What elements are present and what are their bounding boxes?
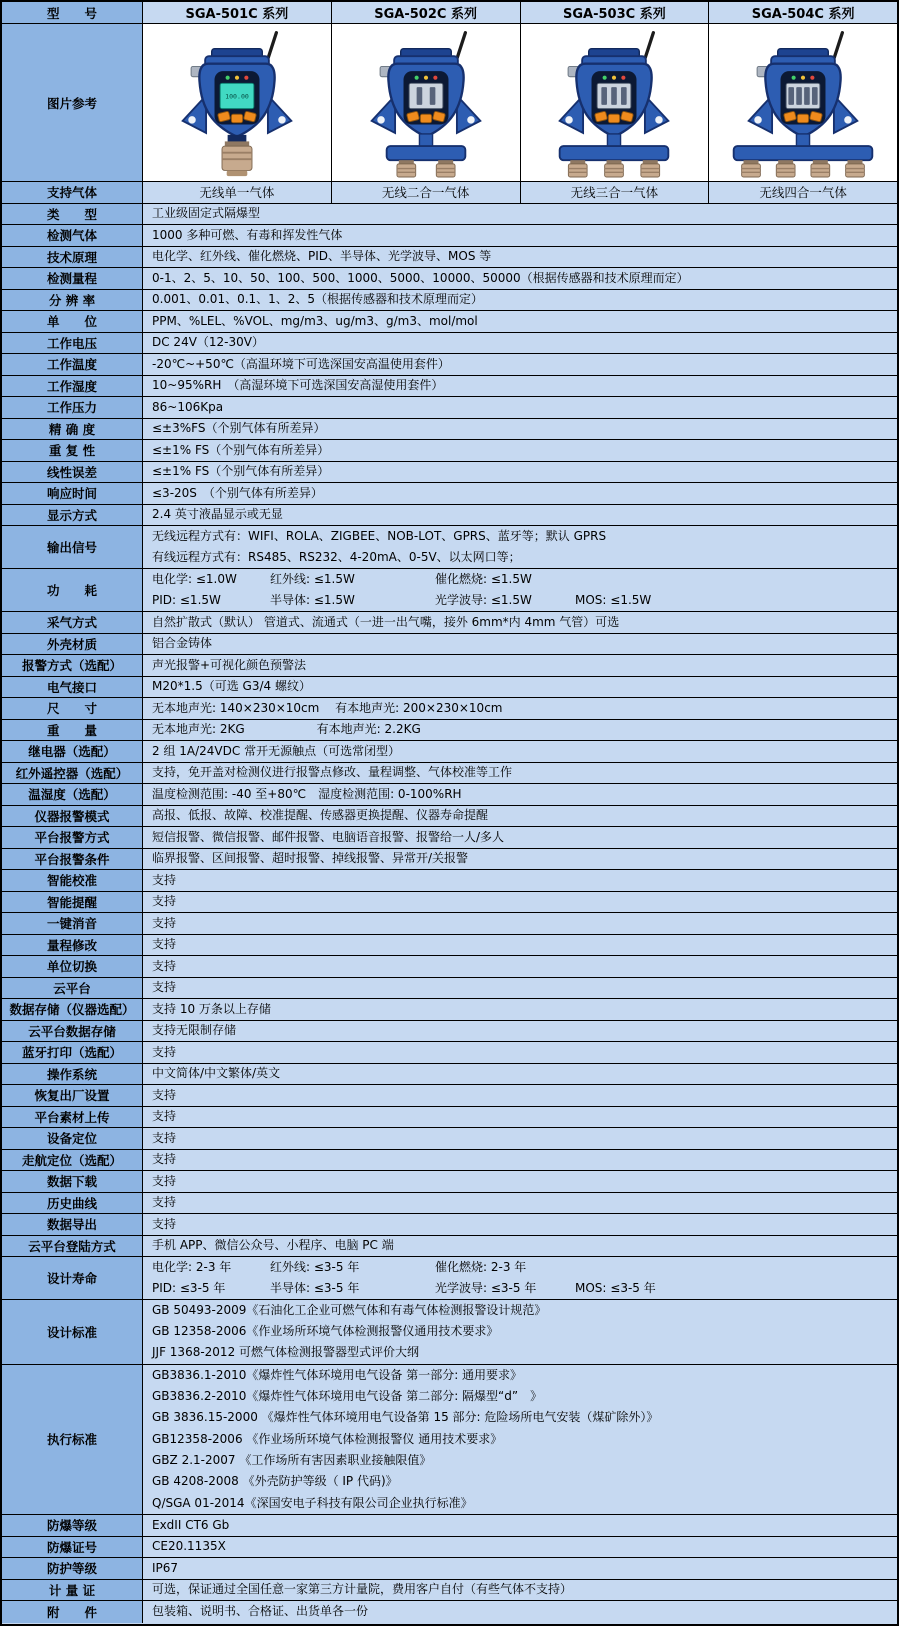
- table-row: [2, 290, 897, 312]
- row-value: [143, 827, 897, 848]
- row-value-segment: 电化学: ≤1.0W: [152, 572, 237, 586]
- table-row: [2, 376, 897, 398]
- table-row: [2, 419, 897, 441]
- table-row: [2, 247, 897, 269]
- row-value-line: 自然扩散式（默认） 管道式、流通式（一进一出气嘴，接外 6mm*内 4mm 气管）可选: [152, 614, 620, 629]
- row-label: 红外遥控器（选配）: [2, 763, 143, 784]
- row-value-line: 支持: [152, 1173, 177, 1188]
- row-value: [143, 1042, 897, 1063]
- row-label: 检测量程: [2, 268, 143, 289]
- row-label: 防护等级: [2, 1558, 143, 1579]
- row-value-segment: PID: ≤3-5 年: [152, 1281, 226, 1295]
- gas-detector-illustration: [148, 28, 326, 178]
- row-value-line: 支持无限制存储: [152, 1023, 237, 1038]
- row-value: [143, 698, 897, 719]
- row-label: 重 复 性: [2, 440, 143, 461]
- row-value: [143, 505, 897, 526]
- row-value: [143, 784, 897, 805]
- table-row: [2, 1214, 897, 1236]
- row-label: 单位切换: [2, 956, 143, 977]
- table-row: [2, 1064, 897, 1086]
- table-row: [2, 956, 897, 978]
- product-image-row: [2, 24, 897, 182]
- row-label: 设计标准: [2, 1300, 143, 1364]
- row-value: [143, 720, 897, 741]
- table-row: [2, 612, 897, 634]
- row-value-line: 手机 APP、微信公众号、小程序、电脑 PC 端: [152, 1238, 394, 1253]
- row-value: [143, 849, 897, 870]
- row-label: 响应时间: [2, 483, 143, 504]
- svg-text:100.00: 100.00: [225, 91, 249, 100]
- table-row: [2, 1601, 897, 1623]
- table-row: [2, 935, 897, 957]
- table-row: [2, 634, 897, 656]
- table-row: [2, 677, 897, 699]
- row-value: [143, 1193, 897, 1214]
- row-value: [143, 290, 897, 311]
- device-image-sga-501c: [143, 24, 332, 181]
- row-value-line: ≤3-20S （个别气体有所差异）: [152, 485, 323, 500]
- table-row: [2, 849, 897, 871]
- row-label: 检测气体: [2, 225, 143, 246]
- table-row: [2, 892, 897, 914]
- row-value-line: 0.001、0.01、0.1、1、2、5（根据传感器和技术原理而定）: [152, 292, 484, 307]
- table-row: [2, 1537, 897, 1559]
- row-value-line: 短信报警、微信报警、邮件报警、电脑语音报警、报警给一人/多人: [152, 829, 505, 844]
- row-label: 线性误差: [2, 462, 143, 483]
- row-value: [143, 1107, 897, 1128]
- row-label: 分 辨 率: [2, 290, 143, 311]
- table-row: [2, 1107, 897, 1129]
- row-label: 电气接口: [2, 677, 143, 698]
- row-value-line: 支持: [152, 1044, 177, 1059]
- row-value-line: 2 组 1A/24VDC 常开无源触点（可选常闭型）: [152, 743, 401, 758]
- row-label: 显示方式: [2, 505, 143, 526]
- row-label: 报警方式（选配）: [2, 655, 143, 676]
- row-value-line: 无线远程方式有：WIFI、ROLA、ZIGBEE、NOB-LOT、GPRS、蓝牙等；默认 GPRS: [152, 529, 607, 543]
- row-value: [143, 741, 897, 762]
- row-value-segment: 电化学: 2-3 年: [152, 1260, 232, 1274]
- row-label: 采气方式: [2, 612, 143, 633]
- row-value-line: GB 50493-2009《石油化工企业可燃气体和有毒气体检测报警设计规范》: [152, 1303, 547, 1318]
- row-label: 技术原理: [2, 247, 143, 268]
- row-value-line: 支持: [152, 1109, 177, 1124]
- gas-type-cell: 无线四合一气体: [759, 185, 847, 201]
- row-value-line: 支持: [152, 1087, 177, 1102]
- device-image-sga-503c: [521, 24, 710, 181]
- row-label: 平台报警条件: [2, 849, 143, 870]
- row-value: [143, 1064, 897, 1085]
- row-value-line: 支持 10 万条以上存储: [152, 1001, 271, 1016]
- row-label: 平台报警方式: [2, 827, 143, 848]
- row-label: 工作电压: [2, 333, 143, 354]
- row-label: 设计寿命: [2, 1257, 143, 1299]
- row-value-line: ≤±1% FS（个别气体有所差异）: [152, 464, 330, 479]
- row-value-segment: 光学波导: ≤1.5W: [435, 593, 532, 607]
- row-label: 继电器（选配）: [2, 741, 143, 762]
- model-name-sga-503c: SGA-503C 系列: [521, 2, 710, 23]
- image-row-label: 图片参考: [2, 24, 143, 181]
- model-name-sga-502c: SGA-502C 系列: [332, 2, 521, 23]
- model-header-row: [2, 2, 897, 24]
- row-label: 设备定位: [2, 1128, 143, 1149]
- row-value: [143, 1537, 897, 1558]
- table-row: [2, 526, 897, 569]
- row-label: 防爆证号: [2, 1537, 143, 1558]
- table-row: [2, 225, 897, 247]
- row-value: [143, 1558, 897, 1579]
- row-value-line: [152, 571, 891, 588]
- row-value-line: 包装箱、说明书、合格证、出货单各一份: [152, 1604, 369, 1619]
- row-label: 操作系统: [2, 1064, 143, 1085]
- row-value: [143, 935, 897, 956]
- table-row: [2, 505, 897, 527]
- table-row: [2, 655, 897, 677]
- row-value: [143, 1580, 897, 1601]
- row-label: 一键消音: [2, 913, 143, 934]
- spec-rows-container: [2, 182, 897, 1623]
- row-value: [143, 311, 897, 332]
- table-row: [2, 311, 897, 333]
- row-value: [143, 956, 897, 977]
- row-value-line: GB 3836.15-2000 《爆炸性气体环境用电气设备第 15 部分: 危险场所电气安装（煤矿除外）》: [152, 1410, 659, 1425]
- model-name-sga-501c: SGA-501C 系列: [143, 2, 332, 23]
- row-value: [143, 1257, 897, 1299]
- table-row: [2, 1150, 897, 1172]
- row-value-segment: 红外线: ≤3-5 年: [270, 1260, 360, 1274]
- row-value-line: [152, 1280, 891, 1297]
- row-value-line: 声光报警+可视化颜色预警法: [152, 657, 307, 672]
- row-value-line: 支持: [152, 937, 177, 952]
- row-value-line: GB3836.1-2010《爆炸性气体环境用电气设备 第一部分: 通用要求》: [152, 1367, 523, 1382]
- table-row: [2, 1193, 897, 1215]
- row-value-line: 支持: [152, 1130, 177, 1145]
- row-label: 蓝牙打印（选配）: [2, 1042, 143, 1063]
- table-row: [2, 1042, 897, 1064]
- row-value-line: 温度检测范围: -40 至+80℃ 湿度检测范围: 0-100%RH: [152, 786, 462, 801]
- row-value-line: [152, 592, 891, 609]
- row-value: [143, 1236, 897, 1257]
- row-value-line: 中文简体/中文繁体/英文: [152, 1066, 281, 1081]
- table-row: [2, 741, 897, 763]
- row-value-line: 无本地声光: 2KG 有本地声光: 2.2KG: [152, 722, 421, 737]
- table-row: [2, 1558, 897, 1580]
- table-row: [2, 354, 897, 376]
- row-value-line: PPM、%LEL、%VOL、mg/m3、ug/m3、g/m3、mol/mol: [152, 313, 478, 328]
- row-value-line: GB12358-2006 《作业场所环境气体检测报警仪 通用技术要求》: [152, 1431, 503, 1446]
- row-label: 工作湿度: [2, 376, 143, 397]
- row-value-segment: 光学波导: ≤3-5 年: [435, 1281, 537, 1295]
- row-value: [143, 247, 897, 268]
- row-value: [143, 1300, 897, 1364]
- gas-detector-illustration: [337, 28, 515, 178]
- row-label: 附 件: [2, 1601, 143, 1623]
- device-image-sga-504c: [709, 24, 897, 181]
- row-value-line: 86~106Kpa: [152, 399, 224, 414]
- row-label: 工作温度: [2, 354, 143, 375]
- table-row: [2, 1257, 897, 1300]
- row-value-line: GB3836.2-2010《爆炸性气体环境用电气设备 第二部分: 隔爆型“d” 》: [152, 1389, 543, 1404]
- row-label: 重 量: [2, 720, 143, 741]
- gas-type-cell: 无线二合一气体: [332, 182, 521, 203]
- row-value: [143, 806, 897, 827]
- row-value-segment: 半导体: ≤1.5W: [270, 593, 355, 607]
- table-row: [2, 440, 897, 462]
- table-row: [2, 1580, 897, 1602]
- row-label: 智能校准: [2, 870, 143, 891]
- row-label: 精 确 度: [2, 419, 143, 440]
- row-value-segment: 红外线: ≤1.5W: [270, 572, 355, 586]
- gas-detector-illustration: [525, 28, 703, 178]
- row-label: 智能提醒: [2, 892, 143, 913]
- row-value-line: DC 24V（12-30V）: [152, 335, 264, 350]
- row-value-line: [152, 1259, 891, 1276]
- row-label: 外壳材质: [2, 634, 143, 655]
- row-value-segment: MOS: ≤3-5 年: [575, 1281, 656, 1295]
- row-value: [143, 913, 897, 934]
- row-value: [143, 419, 897, 440]
- table-row: [2, 204, 897, 226]
- row-value-line: 电化学、红外线、催化燃烧、PID、半导体、光学波导、MOS 等: [152, 249, 492, 264]
- row-label: 工作压力: [2, 397, 143, 418]
- row-value-line: IP67: [152, 1560, 179, 1575]
- row-value-line: 支持: [152, 980, 177, 995]
- row-label: 温湿度（选配）: [2, 784, 143, 805]
- table-row: [2, 182, 897, 204]
- row-value-line: Q/SGA 01-2014《深国安电子科技有限公司企业执行标准》: [152, 1495, 473, 1510]
- row-value: [143, 1515, 897, 1536]
- row-value: [143, 204, 897, 225]
- row-label: 输出信号: [2, 526, 143, 568]
- row-value-line: 高报、低报、故障、校准提醒、传感器更换提醒、仪器寿命提醒: [152, 808, 489, 823]
- row-value-line: 可选，保证通过全国任意一家第三方计量院，费用客户自付（有些气体不支持）: [152, 1582, 573, 1597]
- row-value-line: M20*1.5（可选 G3/4 螺纹）: [152, 679, 311, 694]
- table-row: [2, 913, 897, 935]
- row-value: [143, 999, 897, 1020]
- row-value-line: 支持: [152, 1152, 177, 1167]
- row-label: 支持气体: [2, 182, 143, 203]
- row-value: [143, 462, 897, 483]
- table-row: [2, 569, 897, 612]
- row-value-line: 支持，免开盖对检测仪进行报警点修改、量程调整、气体校准等工作: [152, 765, 513, 780]
- row-value: [143, 225, 897, 246]
- row-value: [143, 268, 897, 289]
- row-label: 执行标准: [2, 1365, 143, 1515]
- row-value: [143, 1150, 897, 1171]
- row-label: 云平台: [2, 978, 143, 999]
- row-value-line: JJF 1368-2012 可燃气体检测报警器型式评价大纲: [152, 1345, 420, 1360]
- row-value-line: GBZ 2.1-2007 《工作场所有害因素职业接触限值》: [152, 1453, 432, 1468]
- table-row: [2, 268, 897, 290]
- table-row: [2, 698, 897, 720]
- row-value-segment: PID: ≤1.5W: [152, 593, 221, 607]
- row-value-line: 无本地声光: 140×230×10cm 有本地声光: 200×230×10cm: [152, 700, 503, 715]
- row-label: 仪器报警模式: [2, 806, 143, 827]
- row-value-line: ≤±3%FS（个别气体有所差异）: [152, 421, 326, 436]
- row-value: [143, 526, 897, 568]
- row-value-line: -20℃~+50℃（高温环境下可选深国安高温使用套件）: [152, 356, 450, 371]
- row-value: [143, 978, 897, 999]
- row-label: 尺 寸: [2, 698, 143, 719]
- row-value: [143, 376, 897, 397]
- row-value: [143, 1365, 897, 1515]
- row-label: 功 耗: [2, 569, 143, 611]
- model-header-label: 型 号: [2, 2, 143, 23]
- row-label: 类 型: [2, 204, 143, 225]
- row-value: [143, 1085, 897, 1106]
- row-label: 云平台登陆方式: [2, 1236, 143, 1257]
- row-value-line: 支持: [152, 958, 177, 973]
- row-label: 单 位: [2, 311, 143, 332]
- row-value: [143, 483, 897, 504]
- gas-type-cell: 无线三合一气体: [521, 182, 710, 203]
- row-value-line: 铝合金铸体: [152, 636, 213, 651]
- table-row: [2, 1515, 897, 1537]
- row-value: [143, 440, 897, 461]
- row-value-segment: MOS: ≤1.5W: [575, 593, 652, 607]
- table-row: [2, 720, 897, 742]
- row-label: 防爆等级: [2, 1515, 143, 1536]
- row-value: [143, 892, 897, 913]
- row-value: [143, 354, 897, 375]
- row-value-line: 支持: [152, 1216, 177, 1231]
- table-row: [2, 462, 897, 484]
- table-row: [2, 806, 897, 828]
- row-value: [143, 1171, 897, 1192]
- row-value-line: 支持: [152, 915, 177, 930]
- table-row: [2, 999, 897, 1021]
- row-label: 计 量 证: [2, 1580, 143, 1601]
- row-label: 历史曲线: [2, 1193, 143, 1214]
- row-value: [143, 569, 897, 611]
- row-value-line: ExdII CT6 Gb: [152, 1517, 230, 1532]
- row-value: [143, 763, 897, 784]
- row-value-line: 0-1、2、5、10、50、100、500、1000、5000、10000、50000（根据传感器和技术原理而定）: [152, 270, 689, 285]
- row-value: [143, 677, 897, 698]
- row-value: [143, 182, 897, 203]
- row-value: [143, 634, 897, 655]
- table-row: [2, 1085, 897, 1107]
- row-value-segment: 半导体: ≤3-5 年: [270, 1281, 360, 1295]
- row-value: [143, 655, 897, 676]
- table-row: [2, 1128, 897, 1150]
- table-row: [2, 333, 897, 355]
- row-label: 云平台数据存储: [2, 1021, 143, 1042]
- row-value: [143, 1601, 897, 1623]
- row-label: 平台素材上传: [2, 1107, 143, 1128]
- table-row: [2, 784, 897, 806]
- row-value-segment: 催化燃烧: ≤1.5W: [435, 572, 532, 586]
- row-label: 恢复出厂设置: [2, 1085, 143, 1106]
- row-label: 数据下载: [2, 1171, 143, 1192]
- row-label: 量程修改: [2, 935, 143, 956]
- row-label: 数据导出: [2, 1214, 143, 1235]
- row-label: 走航定位（选配）: [2, 1150, 143, 1171]
- row-value-line: 10~95%RH （高湿环境下可选深国安高湿使用套件）: [152, 378, 444, 393]
- row-value-line: 临界报警、区间报警、超时报警、掉线报警、异常开/关报警: [152, 851, 469, 866]
- row-value: [143, 1214, 897, 1235]
- table-row: [2, 870, 897, 892]
- row-value-line: 有线远程方式有：RS485、RS232、4-20mA、0-5V、以太网口等；: [152, 550, 521, 564]
- table-row: [2, 1300, 897, 1365]
- row-value-line: ≤±1% FS（个别气体有所差异）: [152, 442, 330, 457]
- row-value-line: GB 12358-2006《作业场所环境气体检测报警仪通用技术要求》: [152, 1324, 499, 1339]
- row-label: 数据存储（仪器选配）: [2, 999, 143, 1020]
- table-row: [2, 1171, 897, 1193]
- gas-detector-illustration: [714, 28, 892, 178]
- row-value: [143, 1128, 897, 1149]
- row-value: [143, 870, 897, 891]
- row-value: [143, 333, 897, 354]
- table-row: [2, 827, 897, 849]
- gas-type-cell: 无线单一气体: [143, 182, 332, 203]
- row-value-line: 支持: [152, 894, 177, 909]
- row-value-line: 支持: [152, 1195, 177, 1210]
- row-value-line: 工业级固定式隔爆型: [152, 206, 261, 221]
- row-value-line: 支持: [152, 872, 177, 887]
- row-value-line: GB 4208-2008 《外壳防护等级（ IP 代码)》: [152, 1474, 398, 1489]
- table-row: [2, 1365, 897, 1516]
- table-row: [2, 397, 897, 419]
- model-name-sga-504c: SGA-504C 系列: [709, 2, 897, 23]
- table-row: [2, 483, 897, 505]
- row-value: [143, 612, 897, 633]
- table-row: [2, 978, 897, 1000]
- row-value-line: 1000 多种可燃、有毒和挥发性气体: [152, 227, 343, 242]
- table-row: [2, 1236, 897, 1258]
- table-row: [2, 1021, 897, 1043]
- row-value-line: 2.4 英寸液晶显示或无显: [152, 507, 283, 522]
- table-row: [2, 763, 897, 785]
- row-value: [143, 397, 897, 418]
- device-image-sga-502c: [332, 24, 521, 181]
- row-value-segment: 催化燃烧: 2-3 年: [435, 1260, 527, 1274]
- row-value: [143, 1021, 897, 1042]
- row-value-line: CE20.1135X: [152, 1539, 226, 1554]
